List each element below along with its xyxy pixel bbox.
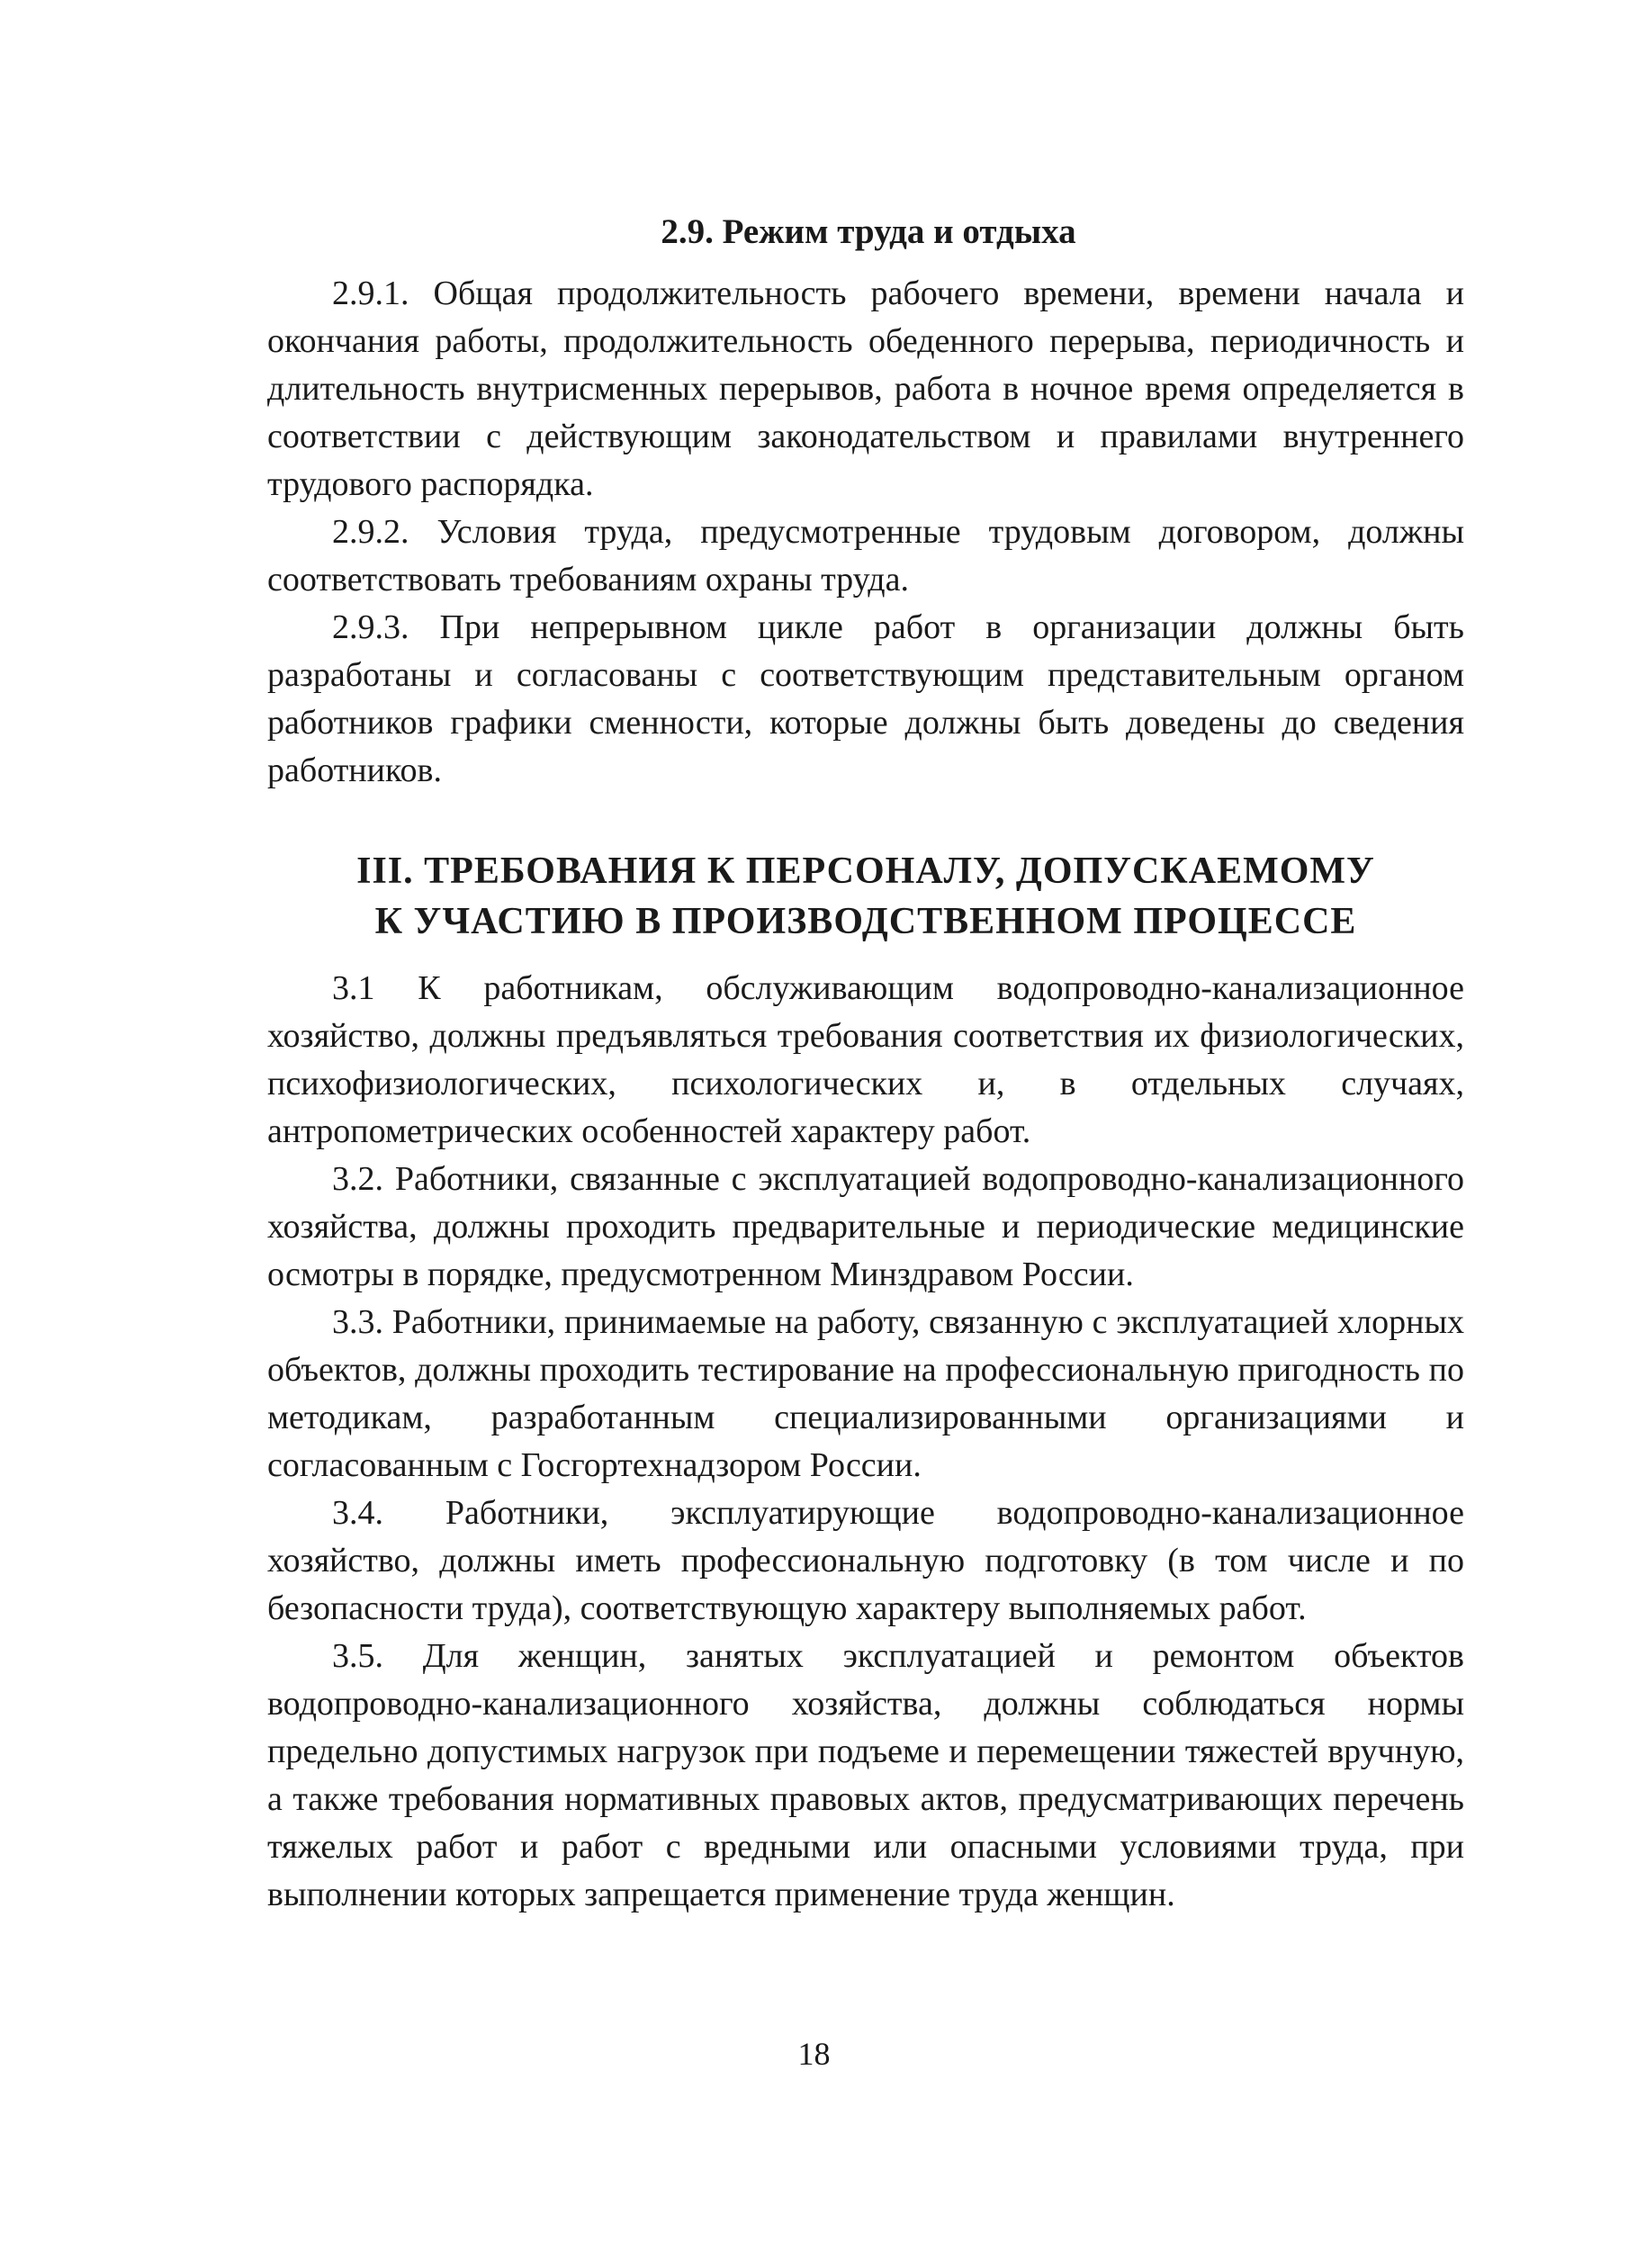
paragraph-2-9-1: 2.9.1. Общая продолжительность рабочего времени, времени начала и окончания работы, продолжительность обеденного перерыва, периодичность и длительность внутрисменных перерывов, работа в ночное время определяется в соответствии с действующим законодательством и правилами внутреннего трудового распорядка.	[267, 274, 1464, 503]
paragraph-3-5: 3.5. Для женщин, занятых эксплуатацией и ремонтом объектов водопроводно-канализационного хозяйства, должны соблюдаться нормы предельно допустимых нагрузок при подъеме и перемещении тяжестей вручную, а также требования нормативных правовых актов, предусматривающих перечень тяжелых работ и работ с вредными или опасными условиями труда, при выполнении которых запрещается применение труда женщин.	[267, 1637, 1464, 1913]
paragraph-3-1: 3.1 К работникам, обслуживающим водопроводно-канализационное хозяйство, должны предъявляться требования соответствия их физиологических, психофизиологических, психологических и, в отдельных случаях, антропометрических особенностей характеру работ.	[267, 969, 1464, 1150]
chapter-3-title	[267, 846, 1464, 947]
chapter-3-title-line-1: III. ТРЕБОВАНИЯ К ПЕРСОНАЛУ, ДОПУСКАЕМОМУ	[356, 850, 1375, 892]
page-number: 18	[797, 2036, 831, 2072]
paragraph-2-9-3: 2.9.3. При непрерывном цикле работ в организации должны быть разработаны и согласованы с соответствующим представительным органом работников графики сменности, которые должны быть доведены до сведения работников.	[267, 608, 1464, 789]
paragraph-3-3: 3.3. Работники, принимаемые на работу, связанную с эксплуатацией хлорных объектов, должны проходить тестирование на профессиональную пригодность по методикам, разработанным специализированными организациями и согласованным с Госгортехнадзором России.	[267, 1303, 1464, 1484]
paragraph-2-9-2: 2.9.2. Условия труда, предусмотренные трудовым договором, должны соответствовать требованиям охраны труда.	[267, 513, 1464, 598]
chapter-3-title-line-2: К УЧАСТИЮ В ПРОИЗВОДСТВЕННОМ ПРОЦЕССЕ	[374, 901, 1357, 942]
paragraph-3-4: 3.4. Работники, эксплуатирующие водопроводно-канализационное хозяйство, должны иметь профессиональную подготовку (в том числе и по безопасности труда), соответствующую характеру выполняемых работ.	[267, 1494, 1464, 1627]
section-2-9-title: 2.9. Режим труда и отдыха	[661, 212, 1076, 251]
paragraph-3-2: 3.2. Работники, связанные с эксплуатацией водопроводно-канализационного хозяйства, должны проходить предварительные и периодические медицинские осмотры в порядке, предусмотренном Минздравом России.	[267, 1160, 1464, 1293]
chapter-3-body	[267, 965, 1464, 1919]
section-2-9-body	[267, 270, 1464, 795]
